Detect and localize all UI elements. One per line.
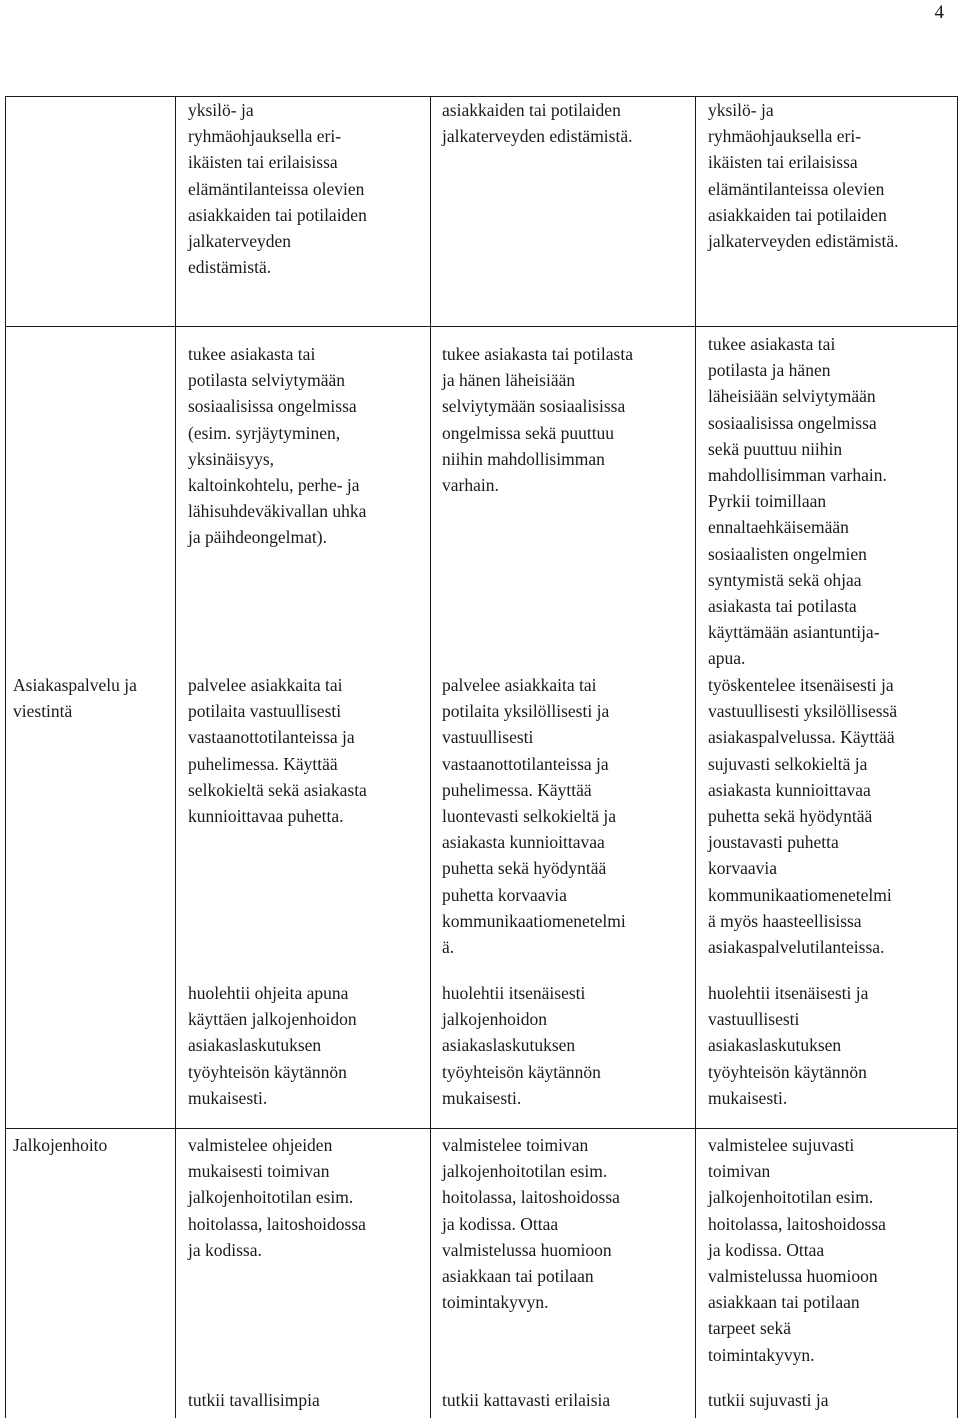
- row-1-block-3-cell-2: huolehtii itsenäisesti jalkojenhoidon asiakaslaskutuksen työyhteisön käytännön mukaisesti.: [442, 983, 601, 1108]
- row-0-cell-2: asiakkaiden tai potilaiden jalkaterveyden edistämistä.: [442, 100, 633, 147]
- row-divider-2: [5, 1128, 958, 1129]
- table-divider-col1: [175, 96, 176, 1418]
- page-number: 4: [934, 2, 944, 23]
- row-1-block-1-cell-1: tukee asiakasta tai potilasta selviytymään sosiaalisissa ongelmissa (esim. syrjäytyminen, yksinäisyys, kaltoinkohtelu, perhe- ja lähisuhdeväkivallan uhka ja päihdeongelmat).: [188, 344, 367, 548]
- row-1-block-2-cell-1: palvelee asiakkaita tai potilaita vastuullisesti vastaanottotilanteissa ja puhelimessa. Käyttää selkokieltä sekä asiakasta kunnioittavaa puhetta.: [188, 675, 367, 827]
- row-0-cell-1: yksilö- ja ryhmäohjauksella eri- ikäisten tai erilaisissa elämäntilanteissa olevien asiakkaiden tai potilaiden jalkaterveyden edistämistä.: [188, 100, 367, 278]
- row-1-block-1-cell-3: tukee asiakasta tai potilasta ja hänen läheisiään selviytymään sosiaalisissa ongelmissa sekä puuttuu niihin mahdollisimman varhain. Pyrkii toimillaan ennaltaehkäisemään sosiaalisten ongelmien syntymistä sekä ohjaa asiakasta tai potilasta käyttämään asiantuntija- apua.: [708, 334, 887, 669]
- row-2-block-1-cell-1: valmistelee ohjeiden mukaisesti toimivan jalkojenhoitotilan esim. hoitolassa, laitoshoidossa ja kodissa.: [188, 1135, 366, 1260]
- table-border-left: [5, 96, 6, 1418]
- table-divider-col2: [430, 96, 431, 1418]
- row-1-block-2-cell-3: työskentelee itsenäisesti ja vastuullisesti yksilöllisessä asiakaspalvelussa. Käyttää sujuvasti selkokieltä ja asiakasta kunnioittavaa puhetta sekä hyödyntää joustavasti puhetta korvaavia kommunikaatiomenetelmi ä myös haasteellisissa asiakaspalvelutilanteissa.: [708, 675, 898, 958]
- row-0-cell-3: yksilö- ja ryhmäohjauksella eri- ikäisten tai erilaisissa elämäntilanteissa olevien asiakkaiden tai potilaiden jalkaterveyden edistämistä.: [708, 100, 899, 252]
- row-2-block-1-cell-2: valmistelee toimivan jalkojenhoitotilan esim. hoitolassa, laitoshoidossa ja kodissa. Ottaa valmistelussa huomioon asiakkaan tai potilaan toimintakyvyn.: [442, 1135, 620, 1313]
- row-1-block-3-cell-3: huolehtii itsenäisesti ja vastuullisesti asiakaslaskutuksen työyhteisön käytännön mukaisesti.: [708, 983, 869, 1108]
- row-2-block-2-cell-2: tutkii kattavasti erilaisia: [442, 1390, 611, 1410]
- row-2-block-2-cell-1: tutkii tavallisimpia: [188, 1390, 320, 1410]
- row-1-block-1-cell-2: tukee asiakasta tai potilasta ja hänen läheisiään selviytymään sosiaalisissa ongelmissa sekä puuttuu niihin mahdollisimman varhain.: [442, 344, 633, 496]
- table-border-right: [957, 96, 958, 1418]
- table-divider-col3: [695, 96, 696, 1418]
- row-1-block-2-cell-2: palvelee asiakkaita tai potilaita yksilöllisesti ja vastuullisesti vastaanottotilanteissa ja puhelimessa. Käyttää luontevasti selkokieltä ja asiakasta kunnioittavaa puhetta sekä hyödyntää puhetta korvaavia kommunikaatiomenetelmi ä.: [442, 675, 626, 958]
- row-1-label: Asiakaspalvelu ja viestintä: [13, 675, 137, 722]
- row-2-block-2-cell-3: tutkii sujuvasti ja: [708, 1390, 829, 1410]
- row-2-block-1-cell-3: valmistelee sujuvasti toimivan jalkojenhoitotilan esim. hoitolassa, laitoshoidossa ja kodissa. Ottaa valmistelussa huomioon asiakkaan tai potilaan tarpeet sekä toimintakyvyn.: [708, 1135, 886, 1365]
- row-2-label: Jalkojenhoito: [13, 1135, 108, 1155]
- row-1-block-3-cell-1: huolehtii ohjeita apuna käyttäen jalkojenhoidon asiakaslaskutuksen työyhteisön käytännön mukaisesti.: [188, 983, 357, 1108]
- row-divider-1: [5, 326, 958, 327]
